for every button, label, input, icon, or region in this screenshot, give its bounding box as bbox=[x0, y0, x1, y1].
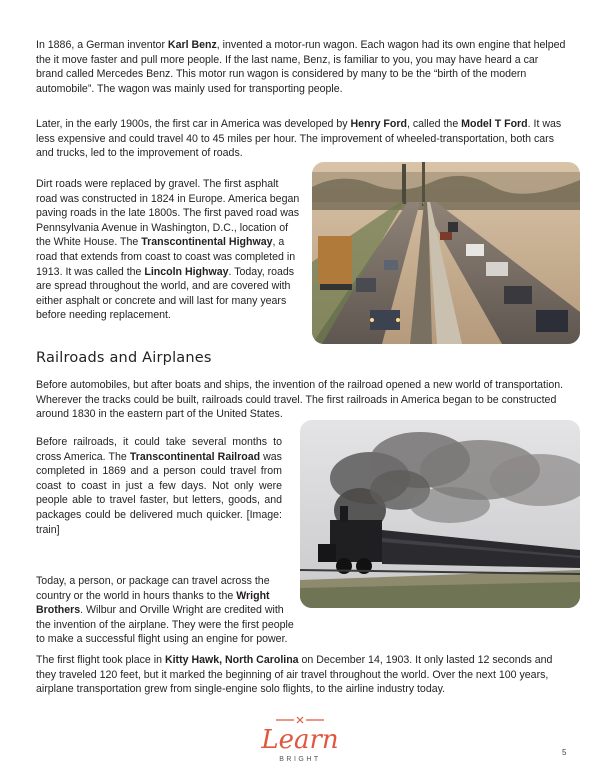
term-henry-ford: Henry Ford bbox=[350, 118, 407, 130]
term-transcontinental-highway: Transcontinental Highway bbox=[141, 236, 273, 249]
logo-word: Learn bbox=[261, 725, 339, 755]
paragraph-kitty-hawk: The first flight took place in Kitty Hawk, North Carolina on December 14, 1903. It only lasted 12 seconds and they traveled 120 feet, but it marked the beginning of air travel throughout the world. Over the next 100 years, airplane transportation grew from single-engine solo flights, to the airline industry today. bbox=[36, 654, 553, 696]
term-karl-benz: Karl Benz bbox=[167, 39, 217, 51]
term-kitty-hawk: Kitty Hawk, North Carolina bbox=[164, 654, 299, 666]
paragraph-roads: Dirt roads were replaced by gravel. The first asphalt road was constructed in 1824 in Europe. America began paving roads in the late 1800s. The first paved road was Pennsylvania Avenue in Washington, D.C., location of the White House. The Transcontinental Highway, a road that extends from coast to coast was completed in 1913. It was called the Lincoln Highway. Today, roads are spread throughout the world, and are covered with either asphalt or concrete and will last for many years before needing replacement. bbox=[36, 178, 300, 322]
term-wright-brothers: Wright Brothers bbox=[36, 589, 270, 617]
logo-sub: BRIGHT bbox=[279, 756, 321, 763]
term-lincoln-highway: Lincoln Highway bbox=[144, 265, 229, 278]
learn-bright-logo bbox=[250, 716, 350, 764]
paragraph-karl-benz: In 1886, a German inventor Karl Benz, invented a motor-run wagon. Each wagon had its own engine that helped the it move faster and pull more people. If the last name, Benz, is familiar to you, you may have heard a car brand called Mercedes Benz. This motor run wagon is considered by many to be the “birth of the modern automobile”. The wagon was mainly used for transporting people. bbox=[36, 39, 566, 95]
page-number: 5 bbox=[562, 748, 567, 757]
highway-photo bbox=[312, 162, 580, 344]
term-transcontinental-railroad: Transcontinental Railroad bbox=[129, 450, 261, 463]
paragraph-henry-ford: Later, in the early 1900s, the first car in America was developed by Henry Ford, called the Model T Ford. It was less expensive and could travel 40 to 45 miles per hour. The improvement of wheeled-transportation, both cars and trucks, led to the improvement of roads. bbox=[36, 118, 562, 160]
paragraph-wright-brothers-text: Today, a person, or package can travel across the country or the world in hours thanks to the Wright Brothers. Wilbur and Orville Wright are credited with the invention of the airplane. They were the first people to make a successful flight using an engine for power. bbox=[36, 574, 566, 647]
term-model-t-ford: Model T Ford bbox=[461, 118, 528, 130]
section-heading: Railroads and Airplanes bbox=[36, 350, 212, 366]
paragraph-transcontinental-railroad: Before railroads, it could take several months to cross America. The Transcontinental Railroad was completed in 1869 and a person could travel from coast to coast in just a few days. Not only were people able to travel faster, but letters, goods, and packages could be delivered much quicker. [Image: train] bbox=[36, 436, 282, 536]
photo-wrap-spacer bbox=[296, 574, 566, 618]
paragraph-railroad-intro: Before automobiles, but after boats and ships, the invention of the railroad opened a new world of transportation. Wherever the tracks could be built, railroads could travel. The first railroads in America began to be constructed around 1830 in the eastern part of the United States. bbox=[36, 379, 564, 421]
